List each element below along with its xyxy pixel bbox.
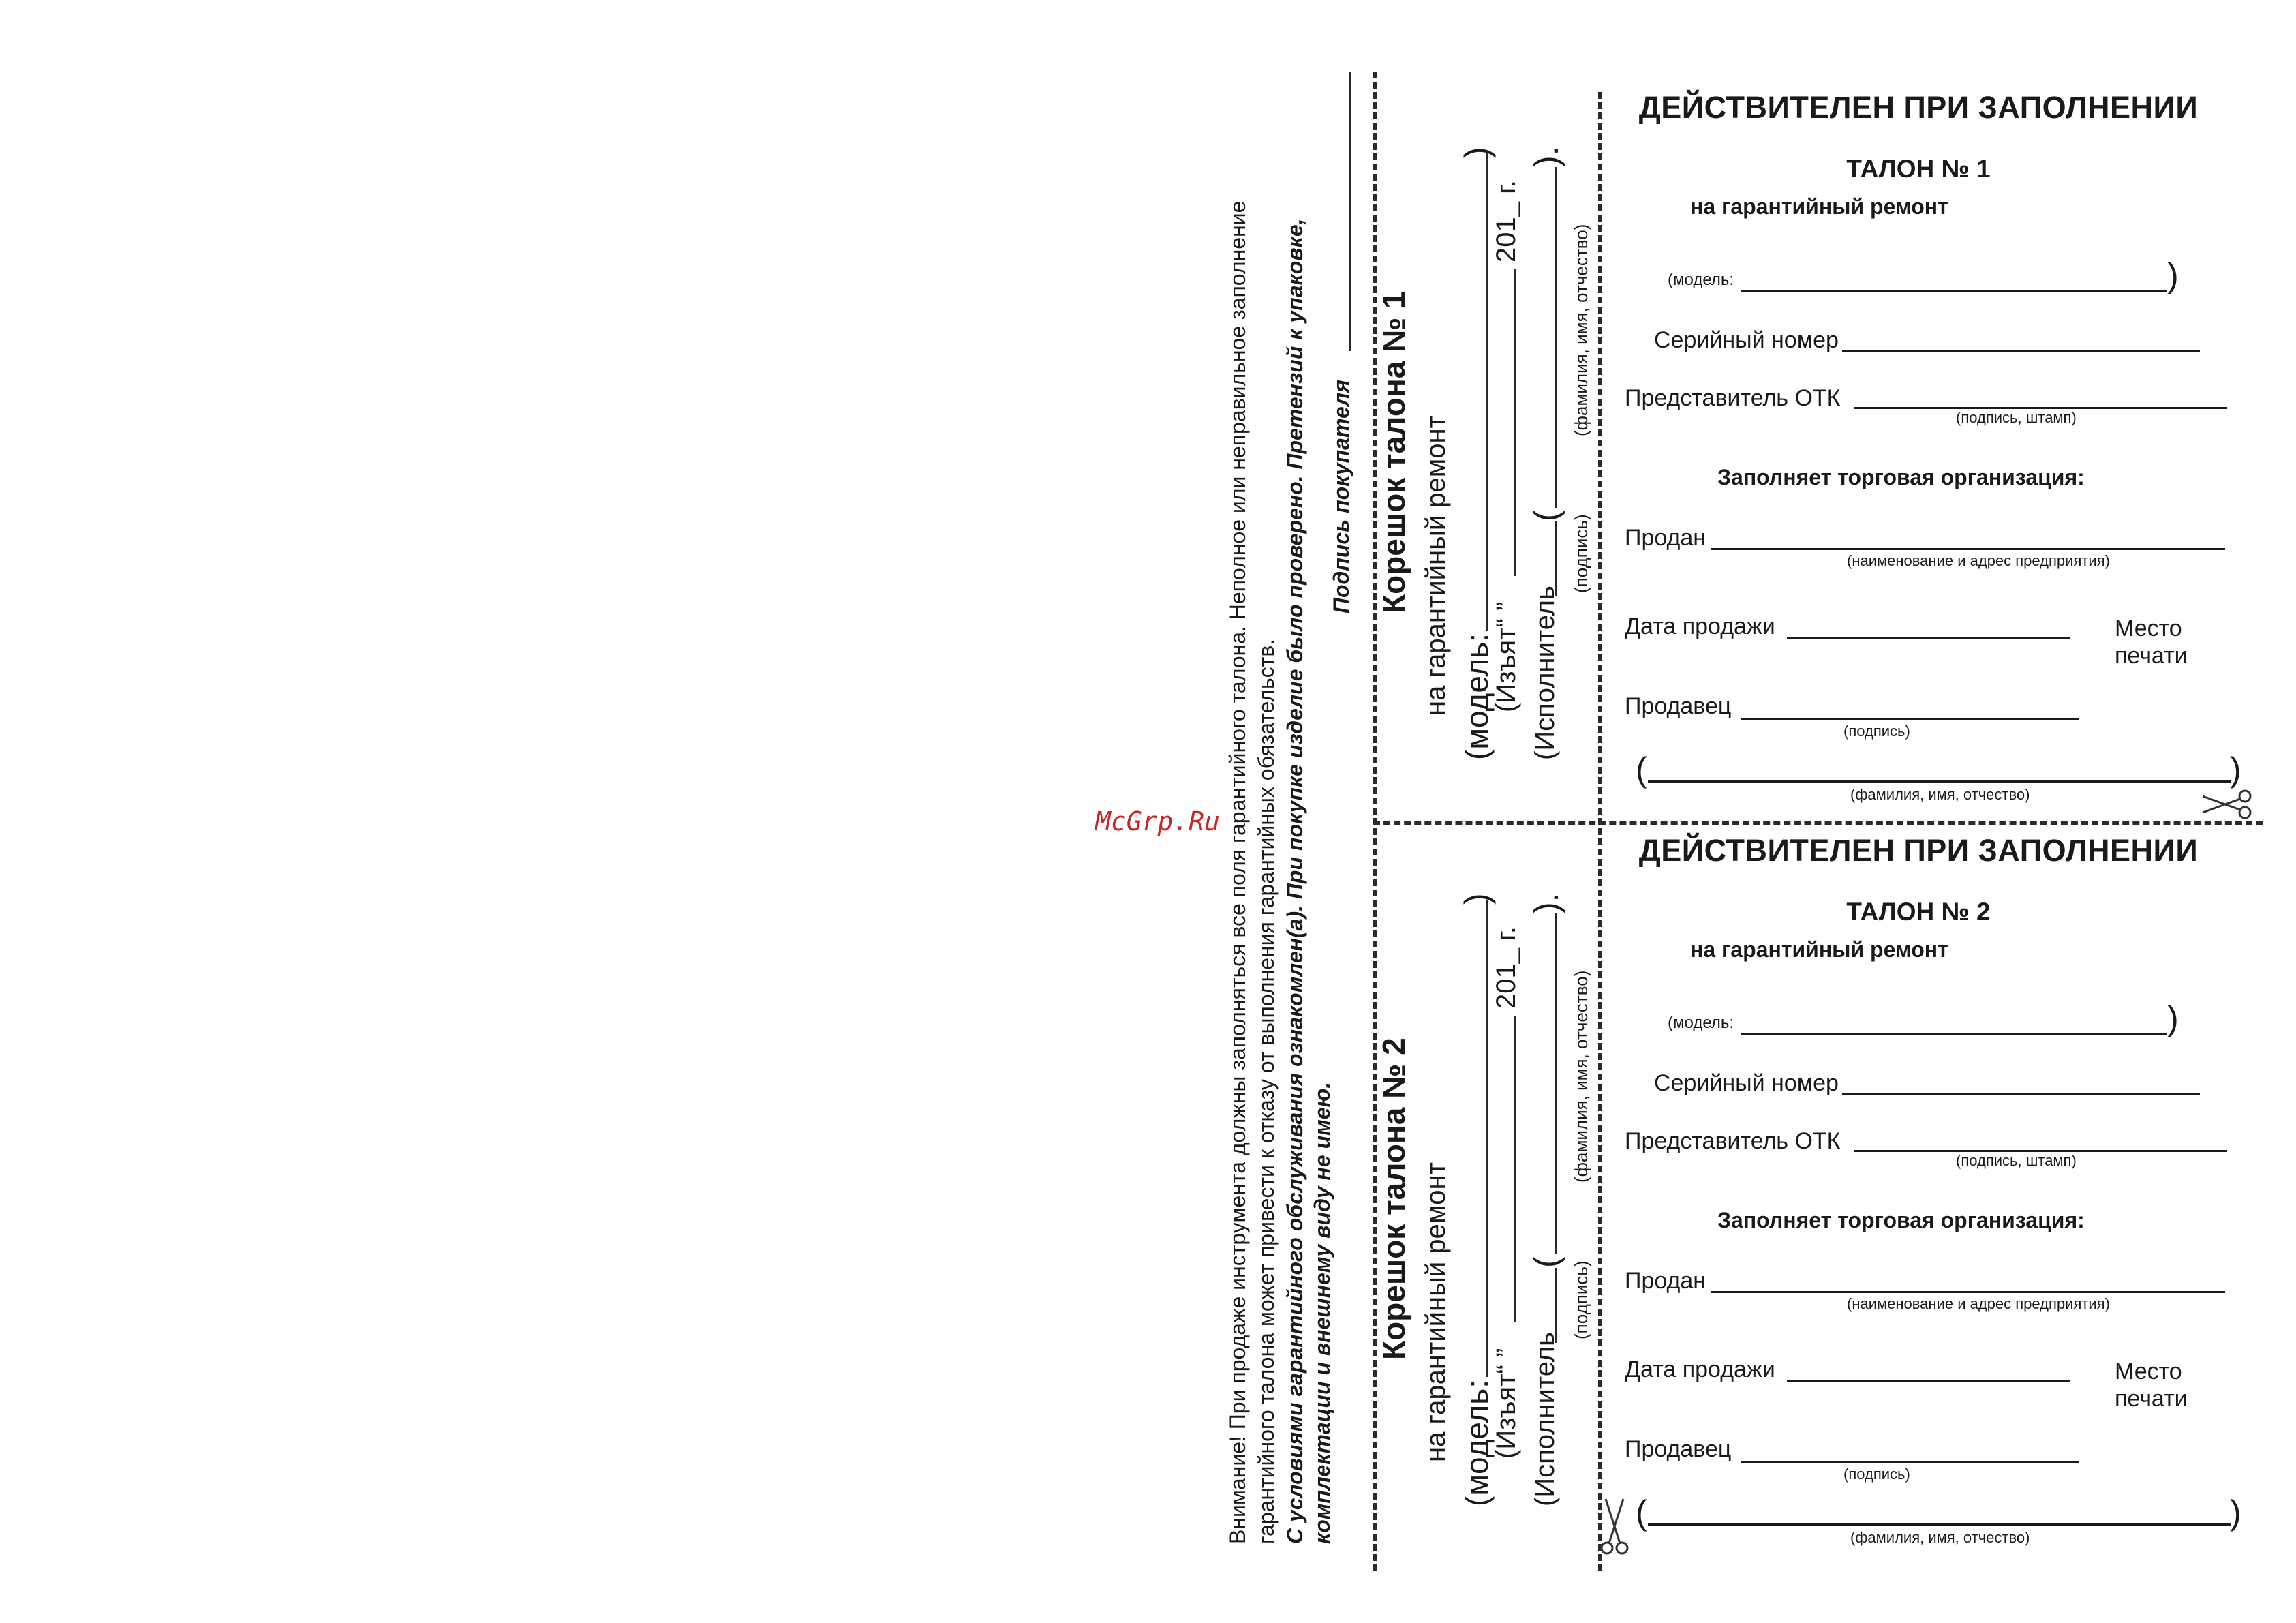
coupon-cut-line [1598,92,1602,1571]
coupon-2-seller-label: Продавец [1625,1436,1732,1462]
warning-line-1: Внимание! При продаже инструмента должны заполняться все поля гарантийного талона. Неполное или неправильное заполнение [1225,200,1250,1544]
coupon-2-title: ТАЛОН № 2 [1846,898,1991,926]
coupon-1-name-line [1648,780,2231,783]
coupon-1-model-close: ) [2167,256,2179,294]
coupon-1-model-line [1741,290,2167,292]
stub-2-year-label: 201_ г. [1491,926,1521,1009]
coupon-2-seller-caption: (подпись) [1843,1466,1910,1483]
coupon-2-name-caption: (фамилия, имя, отчество) [1850,1529,2030,1546]
stub-2-model-line [1486,900,1488,1377]
stub-2-subtitle: на гарантийный ремонт [1421,1162,1451,1462]
stub-2-executor-open: ( [1527,1256,1565,1268]
stub-1-subtitle: на гарантийный ремонт [1421,416,1451,716]
coupon-2-serial-line [1842,1093,2200,1095]
coupon-2-name-line [1648,1523,2231,1526]
coupon-1-sold-label: Продан [1625,525,1706,551]
stub-1-executor-label: (Исполнитель [1530,586,1560,760]
coupon-2-subtitle: на гарантийный ремонт [1690,937,1948,962]
stub-1-year-label: 201_ г. [1491,180,1521,262]
coupon-2-otk-caption: (подпись, штамп) [1956,1152,2077,1169]
stub-2-executor-label: (Исполнитель [1530,1332,1560,1506]
stub-2-model-close: ) [1458,893,1496,905]
coupon-2-org-heading: Заполняет торговая организация: [1717,1208,2085,1232]
coupon-1-seller-line [1741,718,2079,720]
coupon-1-model-label: (модель: [1668,271,1734,289]
coupon-2-sold-caption: (наименование и адрес предприятия) [1847,1295,2110,1312]
coupon-1-sold-line [1711,548,2225,550]
watermark: McGrp.Ru [1095,806,1221,836]
stub-1-title: Корешок талона № 1 [1376,291,1411,613]
coupon-2-name-close: ) [2230,1493,2241,1532]
coupon-1-date-line [1787,637,2070,639]
coupon-2-model-close: ) [2167,999,2179,1037]
stub-1-removed-line [1514,269,1516,576]
coupon-2-seller-line [1741,1461,2079,1463]
coupon-2-date-line [1787,1380,2070,1382]
coupon-1-validity: ДЕЙСТВИТЕЛЕН ПРИ ЗАПОЛНЕНИИ [1638,90,2199,125]
coupon-1-otk-label: Представитель ОТК [1625,385,1841,411]
stub-1-signature-caption: (подпись) [1571,514,1591,593]
stub-2-model-label: (модель: [1459,1380,1495,1506]
coupon-1-stamp-line2: печати [2115,643,2188,669]
stub-2-title: Корешок талона № 2 [1376,1037,1411,1360]
stub-2-name-caption: (фамилия, имя, отчество) [1571,970,1591,1183]
stub-1-executor-close: ). [1527,146,1565,167]
stub-1-executor-sign-line [1555,521,1557,596]
coupon-1-seller-label: Продавец [1625,693,1732,719]
coupon-2-name-open: ( [1636,1493,1647,1532]
coupon-2-serial-label: Серийный номер [1654,1070,1839,1096]
warning-line-3: С условиями гарантийного обслуживания ознакомлен(а). При покупке изделие было проверено. Претензий к упаковке, [1283,218,1307,1544]
stub-1-executor-name-line [1555,167,1557,508]
stub-1-name-caption: (фамилия, имя, отчество) [1571,224,1591,436]
scissors-icon [1599,1496,1630,1558]
coupon-1-otk-caption: (подпись, штамп) [1956,409,2077,426]
coupon-2-stamp-line2: печати [2115,1386,2188,1412]
stub-1-model-close: ) [1458,147,1496,158]
coupon-1-name-open: ( [1636,750,1647,789]
coupon-1-serial-label: Серийный номер [1654,327,1839,353]
coupon-1-title: ТАЛОН № 1 [1846,155,1991,183]
coupon-2-sold-line [1711,1291,2225,1293]
coupon-2-date-label: Дата продажи [1625,1356,1775,1382]
coupon-1-name-close: ) [2230,750,2241,789]
coupon-2-model-line [1741,1033,2167,1035]
coupon-2-sold-label: Продан [1625,1268,1706,1294]
coupon-1-subtitle: на гарантийный ремонт [1690,194,1948,219]
scissors-icon [2200,789,2256,819]
warning-line-4: комплектации и внешнему виду не имею. [1310,1082,1334,1544]
buyer-signature-label: Подпись покупателя [1329,380,1353,613]
stub-1-model-line [1486,153,1488,631]
coupon-2-validity: ДЕЙСТВИТЕЛЕН ПРИ ЗАПОЛНЕНИИ [1638,833,2199,868]
stub-2-signature-caption: (подпись) [1571,1260,1591,1339]
buyer-signature-line [1349,72,1351,351]
coupon-1-org-heading: Заполняет торговая организация: [1717,465,2085,489]
stub-2-executor-sign-line [1555,1268,1557,1343]
coupon-1-date-label: Дата продажи [1625,613,1775,639]
coupon-1-serial-line [1842,350,2200,352]
stub-2-executor-name-line [1555,913,1557,1254]
stub-2-executor-close: ). [1527,892,1565,913]
stub-2-removed-label: (Изъят“ ” [1491,1348,1521,1459]
stub-1-model-label: (модель: [1459,633,1495,760]
warning-line-2: гарантийного талона может привести к отказу от выполнения гарантийных обязательств. [1254,639,1279,1544]
coupon-1-stamp-line1: Место [2115,616,2182,641]
coupon-2-otk-label: Представитель ОТК [1625,1128,1841,1154]
coupon-2-model-label: (модель: [1668,1014,1734,1032]
coupon-1-sold-caption: (наименование и адрес предприятия) [1847,552,2110,569]
coupon-1-seller-caption: (подпись) [1843,723,1910,740]
stub-1-removed-label: (Изъят“ ” [1491,601,1521,712]
coupon-2-stamp-line1: Место [2115,1359,2182,1384]
coupon-horizontal-cut-line [1373,821,2263,825]
stub-1-executor-open: ( [1527,510,1565,521]
coupon-1-name-caption: (фамилия, имя, отчество) [1850,786,2030,803]
stub-2-removed-line [1514,1016,1516,1322]
